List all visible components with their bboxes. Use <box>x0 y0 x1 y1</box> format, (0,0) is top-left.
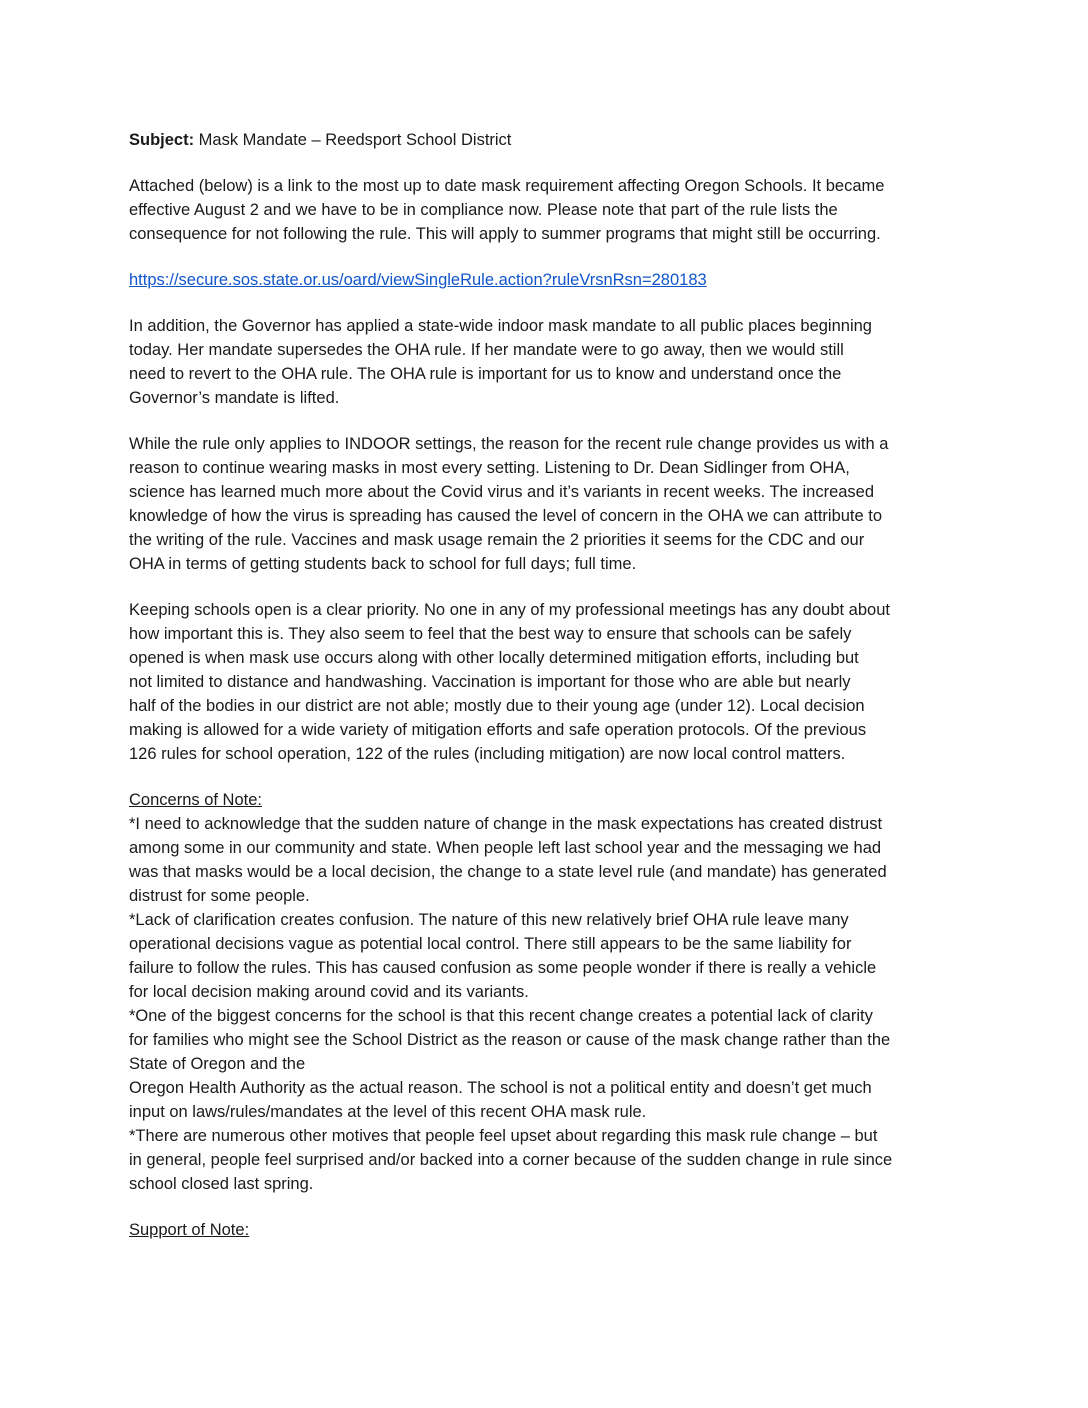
concern-line: State of Oregon and the <box>129 1055 306 1073</box>
text-line: OHA in terms of getting students back to school for full days; full time. <box>129 555 637 573</box>
support-heading: Support of Note: <box>129 1221 250 1239</box>
text-line: Keeping schools open is a clear priority. No one in any of my professional meetings has any doubt about <box>129 601 890 619</box>
concern-line: distrust for some people. <box>129 887 310 905</box>
concern-line: *Lack of clarification creates confusion. The nature of this new relatively brief OHA rule leave many <box>129 911 849 929</box>
concern-line: *There are numerous other motives that people feel upset about regarding this mask rule change – but <box>129 1127 878 1145</box>
subject-label: Subject: <box>129 131 195 149</box>
concern-line: in general, people feel surprised and/or backed into a corner because of the sudden change in rule since <box>129 1151 893 1169</box>
text-line: knowledge of how the virus is spreading has caused the level of concern in the OHA we can attribute to <box>129 507 883 525</box>
text-line: reason to continue wearing masks in most every setting. Listening to Dr. Dean Sidlinger from OHA, <box>129 459 850 477</box>
paragraph-schools-open <box>129 598 964 766</box>
text-line: need to revert to the OHA rule. The OHA rule is important for us to know and understand once the <box>129 365 842 383</box>
subject-line <box>129 128 964 152</box>
text-line: effective August 2 and we have to be in compliance now. Please note that part of the rule lists the <box>129 201 838 219</box>
concern-line: Oregon Health Authority as the actual reason. The school is not a political entity and doesn’t get much <box>129 1079 872 1097</box>
concern-line: for families who might see the School District as the reason or cause of the mask change rather than the <box>129 1031 891 1049</box>
text-line: Governor’s mandate is lifted. <box>129 389 340 407</box>
text-line: half of the bodies in our district are not able; mostly due to their young age (under 12). Local decision <box>129 697 865 715</box>
concern-line: school closed last spring. <box>129 1175 314 1193</box>
text-line: the writing of the rule. Vaccines and mask usage remain the 2 priorities it seems for the CDC and our <box>129 531 865 549</box>
text-line: consequence for not following the rule. This will apply to summer programs that might still be occurring. <box>129 225 881 243</box>
concern-line: failure to follow the rules. This has caused confusion as some people wonder if there is really a vehicle <box>129 959 877 977</box>
concerns-list <box>129 812 964 1196</box>
text-line: While the rule only applies to INDOOR settings, the reason for the recent rule change provides us with a <box>129 435 889 453</box>
concern-line: *I need to acknowledge that the sudden nature of change in the mask expectations has created distrust <box>129 815 883 833</box>
text-line: 126 rules for school operation, 122 of the rules (including mitigation) are now local control matters. <box>129 745 846 763</box>
rule-link[interactable]: https://secure.sos.state.or.us/oard/viewSingleRule.action?ruleVrsnRsn=280183 <box>129 271 707 289</box>
rule-link-line <box>129 268 964 292</box>
paragraph-governor <box>129 314 964 410</box>
text-line: science has learned much more about the Covid virus and it’s variants in recent weeks. The increased <box>129 483 875 501</box>
paragraph-attachment <box>129 174 964 246</box>
concern-line: was that masks would be a local decision, the change to a state level rule (and mandate) has generated <box>129 863 887 881</box>
concern-line: for local decision making around covid and its variants. <box>129 983 529 1001</box>
text-line: today. Her mandate supersedes the OHA rule. If her mandate were to go away, then we would still <box>129 341 844 359</box>
letter-body <box>129 128 964 1242</box>
text-line: Attached (below) is a link to the most up to date mask requirement affecting Oregon Schools. It became <box>129 177 885 195</box>
paragraph-indoor-rule <box>129 432 964 576</box>
concern-line: among some in our community and state. When people left last school year and the messaging we had <box>129 839 882 857</box>
text-line: how important this is. They also seem to feel that the best way to ensure that schools can be safely <box>129 625 852 643</box>
concern-line: operational decisions vague as potential local control. There still appears to be the same liability for <box>129 935 852 953</box>
text-line: In addition, the Governor has applied a state-wide indoor mask mandate to all public places beginning <box>129 317 872 335</box>
concern-line: *One of the biggest concerns for the school is that this recent change creates a potential lack of clarity <box>129 1007 873 1025</box>
concerns-heading: Concerns of Note: <box>129 791 262 809</box>
text-line: opened is when mask use occurs along with other locally determined mitigation efforts, including but <box>129 649 859 667</box>
concern-line: input on laws/rules/mandates at the level of this recent OHA mask rule. <box>129 1103 647 1121</box>
text-line: making is allowed for a wide variety of mitigation efforts and safe operation protocols. Of the previous <box>129 721 867 739</box>
subject-text: Mask Mandate – Reedsport School District <box>194 131 512 149</box>
text-line: not limited to distance and handwashing. Vaccination is important for those who are able but nearly <box>129 673 851 691</box>
